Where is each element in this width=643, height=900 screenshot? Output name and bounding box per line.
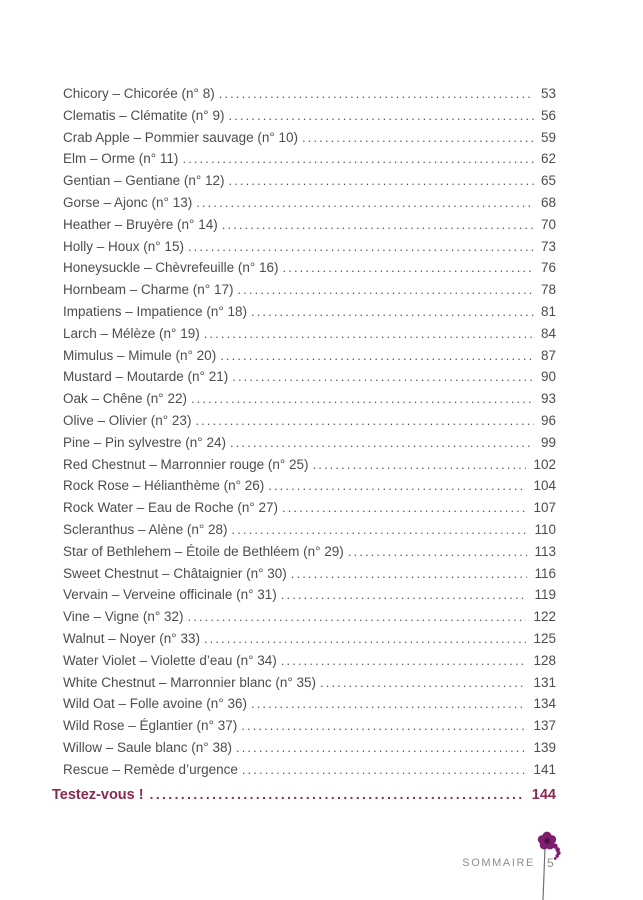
- toc-entry-label: Crab Apple – Pommier sauvage (n° 10): [63, 129, 299, 145]
- dot-leader: [313, 454, 527, 476]
- dot-leader: [282, 497, 526, 519]
- dot-leader: [237, 279, 533, 301]
- dot-leader: [291, 563, 528, 585]
- toc-entry-label: Olive – Olivier (n° 23): [63, 412, 192, 428]
- toc-entry-page: 56: [540, 107, 556, 123]
- toc-entry-label: Mustard – Moutarde (n° 21): [63, 369, 229, 385]
- toc-entry: [63, 388, 556, 410]
- toc-entry: [63, 323, 556, 345]
- toc-entry: [63, 432, 556, 454]
- toc-entry-page: 76: [540, 260, 556, 276]
- dot-leader: [242, 759, 527, 781]
- toc-entry-label: Red Chestnut – Marronnier rouge (n° 25): [63, 456, 309, 472]
- toc-entry-label: Clematis – Clématite (n° 9): [63, 107, 225, 123]
- toc-entry-label: Rock Water – Eau de Roche (n° 27): [63, 500, 278, 516]
- toc-entry-page: 65: [540, 173, 556, 189]
- toc-entry-label: Testez-vous !: [52, 787, 144, 803]
- dot-leader: [320, 672, 526, 694]
- toc-entry-page: 125: [533, 630, 556, 646]
- dot-leader: [241, 715, 526, 737]
- toc-entry-page: 134: [533, 696, 556, 712]
- toc-entry-label: Star of Bethlehem – Étoile de Bethléem (n° 29): [63, 543, 344, 559]
- toc-entry-page: 141: [533, 761, 556, 777]
- toc-entry-page: 96: [540, 412, 556, 428]
- dot-leader: [195, 410, 534, 432]
- toc-entry-page: 81: [540, 303, 556, 319]
- toc-entry: [63, 475, 556, 497]
- dot-leader: [229, 170, 534, 192]
- toc-entry-label: Wild Rose – Églantier (n° 37): [63, 718, 238, 734]
- toc-entry-page: 99: [540, 434, 556, 450]
- toc-entry-label: Vine – Vigne (n° 32): [63, 609, 184, 625]
- toc-entry-page: 78: [540, 282, 556, 298]
- dot-leader: [188, 236, 534, 258]
- dot-leader: [348, 541, 528, 563]
- toc-entry-page: 59: [540, 129, 556, 145]
- toc-entry-label: Willow – Saule blanc (n° 38): [63, 739, 232, 755]
- toc-entry: [63, 672, 556, 694]
- toc-entry-label: Oak – Chêne (n° 22): [63, 391, 187, 407]
- toc-entry-page: 144: [531, 787, 556, 803]
- toc-entry: [63, 279, 556, 301]
- toc-entry-page: 90: [540, 369, 556, 385]
- toc-entry: [63, 257, 556, 279]
- toc-entry: [63, 650, 556, 672]
- toc-entry-label: Larch – Mélèze (n° 19): [63, 325, 200, 341]
- toc-entry-label: Water Violet – Violette d’eau (n° 34): [63, 652, 277, 668]
- toc-entry-label: Heather – Bruyère (n° 14): [63, 216, 218, 232]
- dot-leader: [204, 323, 534, 345]
- toc-entry-page: 104: [533, 478, 556, 494]
- dot-leader: [188, 606, 527, 628]
- toc-entry: [63, 541, 556, 563]
- toc-entry-page: 110: [534, 521, 556, 537]
- dot-leader: [191, 388, 534, 410]
- toc-entry-page: 87: [540, 347, 556, 363]
- toc-entry-page: 107: [533, 500, 556, 516]
- toc-entry-page: 53: [540, 86, 556, 101]
- toc-entry: [63, 628, 556, 650]
- toc-entry: [63, 606, 556, 628]
- toc-entry-label: Sweet Chestnut – Châtaignier (n° 30): [63, 565, 287, 581]
- dot-leader: [182, 148, 534, 170]
- toc-entry: [63, 105, 556, 127]
- toc-entry-page: 116: [534, 565, 556, 581]
- toc-entry: [63, 366, 556, 388]
- toc-entry-label: Impatiens – Impatience (n° 18): [63, 303, 247, 319]
- toc-entry-page: 84: [540, 325, 556, 341]
- footer-page-number: 5: [547, 856, 554, 870]
- toc-entry: [63, 192, 556, 214]
- toc-entry-label: Pine – Pin sylvestre (n° 24): [63, 434, 226, 450]
- dot-leader: [283, 257, 534, 279]
- dot-leader: [150, 784, 522, 806]
- toc-entry-testez-vous: [52, 784, 556, 806]
- toc-entry-page: 113: [534, 543, 556, 559]
- dot-leader: [204, 628, 527, 650]
- toc-entry: [63, 693, 556, 715]
- dot-leader: [251, 693, 526, 715]
- footer-section-label: SOMMAIRE: [462, 857, 535, 869]
- dot-leader: [281, 584, 528, 606]
- dot-leader: [219, 83, 534, 105]
- dot-leader: [251, 301, 534, 323]
- toc-entry: [63, 410, 556, 432]
- dot-leader: [230, 432, 534, 454]
- dot-leader: [220, 345, 534, 367]
- dot-leader: [232, 519, 528, 541]
- toc-entry-label: Hornbeam – Charme (n° 17): [63, 282, 234, 298]
- toc-entry-label: Gorse – Ajonc (n° 13): [63, 194, 193, 210]
- toc-entry-page: 93: [540, 391, 556, 407]
- toc-entry: [63, 127, 556, 149]
- toc-entry-label: Rescue – Remède d’urgence: [63, 761, 238, 777]
- toc-entry-page: 131: [533, 674, 556, 690]
- toc-entry: [63, 737, 556, 759]
- toc-entry-page: 119: [534, 587, 556, 603]
- toc-entry-label: Elm – Orme (n° 11): [63, 151, 179, 167]
- toc-entry-label: Honeysuckle – Chèvrefeuille (n° 16): [63, 260, 279, 276]
- toc-entry: [63, 584, 556, 606]
- toc-entry-label: Walnut – Noyer (n° 33): [63, 630, 200, 646]
- toc-entry: [63, 301, 556, 323]
- toc-entry: [63, 236, 556, 258]
- toc-entry: [63, 214, 556, 236]
- toc-entry-label: Wild Oat – Folle avoine (n° 36): [63, 696, 247, 712]
- toc-entry: [63, 83, 556, 105]
- toc-entry: [63, 519, 556, 541]
- dot-leader: [232, 366, 534, 388]
- toc-entry: [63, 345, 556, 367]
- toc-entry-page: 122: [533, 609, 556, 625]
- toc-entry-page: 139: [533, 739, 556, 755]
- toc-entry: [63, 454, 556, 476]
- dot-leader: [236, 737, 526, 759]
- dot-leader: [268, 475, 526, 497]
- toc-entry-page: 73: [540, 238, 556, 254]
- toc-entry: [63, 715, 556, 737]
- toc-list: [63, 83, 556, 781]
- toc-entry-label: White Chestnut – Marronnier blanc (n° 35): [63, 674, 317, 690]
- dot-leader: [222, 214, 534, 236]
- dot-leader: [196, 192, 534, 214]
- toc-entry-label: Holly – Houx (n° 15): [63, 238, 184, 254]
- toc-entry: [63, 563, 556, 585]
- toc-entry: [63, 497, 556, 519]
- toc-entry-label: Gentian – Gentiane (n° 12): [63, 173, 225, 189]
- dot-leader: [228, 105, 534, 127]
- toc-entry-page: 128: [533, 652, 556, 668]
- toc-entry-page: 62: [540, 151, 556, 167]
- toc-entry-page: 70: [540, 216, 556, 232]
- toc-entry-label: Chicory – Chicorée (n° 8): [63, 86, 215, 101]
- toc-entry-label: Mimulus – Mimule (n° 20): [63, 347, 217, 363]
- dot-leader: [302, 127, 534, 149]
- toc-entry-page: 137: [533, 718, 556, 734]
- toc-entry-label: Rock Rose – Hélianthème (n° 26): [63, 478, 265, 494]
- toc-entry: [63, 759, 556, 781]
- toc-entry-label: Scleranthus – Alène (n° 28): [63, 521, 228, 537]
- toc-entry-page: 68: [540, 194, 556, 210]
- toc-entry-label: Vervain – Verveine officinale (n° 31): [63, 587, 277, 603]
- toc-entry: [63, 170, 556, 192]
- dot-leader: [281, 650, 527, 672]
- toc-entry: [63, 148, 556, 170]
- toc-entry-page: 102: [533, 456, 556, 472]
